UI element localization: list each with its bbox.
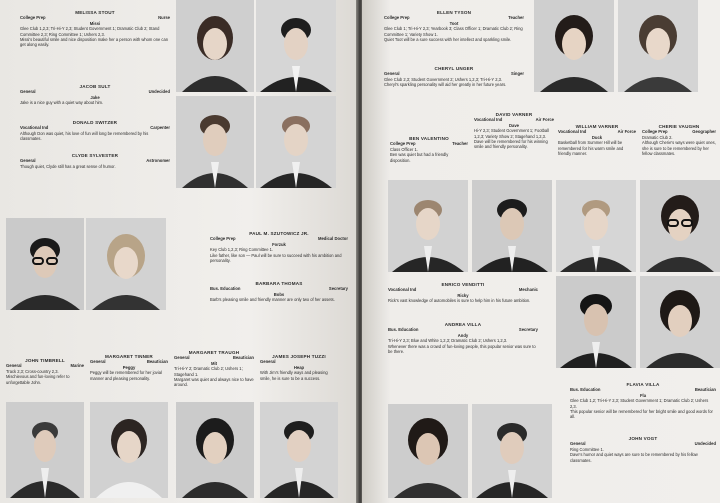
- nickname: Ricky: [457, 292, 469, 298]
- senior-entry: [210, 281, 348, 303]
- student-photo: [388, 404, 468, 498]
- student-name: JOHN VOGT: [628, 436, 658, 441]
- comment: Margaret was quiet and always nice to have around.: [174, 377, 254, 388]
- comment: Basketball from Summer Hill will be remembered for his warm smile and friendly manner.: [558, 140, 624, 157]
- activities: Ring Committee 1.: [570, 446, 604, 452]
- student-photo: [176, 402, 254, 498]
- student-photo: [6, 218, 84, 310]
- student-photo: [90, 402, 168, 498]
- student-name: BARBARA THOMAS: [255, 281, 303, 286]
- nickname: Fla: [639, 392, 647, 398]
- student-name: WILLIAM VARNER: [575, 124, 619, 129]
- course: Vocational Ind: [558, 129, 587, 135]
- right-page: [362, 0, 720, 503]
- student-photo: [176, 0, 254, 92]
- ambition: Beautician: [232, 355, 254, 361]
- nickname: Forzuk: [272, 241, 286, 247]
- comment: Peggy will be remembered for her jovial manner and pleasing personality.: [90, 370, 162, 381]
- nickname: Heap: [293, 364, 305, 370]
- student-photo: [86, 218, 166, 310]
- senior-entry: [20, 10, 170, 48]
- comment: Missi's beautiful smile and nice disposition make her a person with whom one can get along easily.: [20, 37, 169, 48]
- student-photo: [472, 404, 552, 498]
- course: College Prep: [210, 236, 236, 242]
- senior-entry: [210, 231, 348, 263]
- course: General: [20, 158, 36, 164]
- ambition: Air Force: [617, 129, 636, 135]
- student-name: MARGARET TINNER: [105, 354, 153, 359]
- student-name: BEN VALENTINO: [409, 136, 449, 141]
- left-page: [0, 0, 358, 503]
- course: Bus. Education: [210, 286, 241, 292]
- course: College Prep: [642, 129, 668, 135]
- senior-entry: [384, 66, 524, 88]
- student-name: CHERYL UNGER: [434, 66, 474, 71]
- senior-entry: [390, 136, 468, 163]
- activities: Glee Club 1,2; Tri-Hi-Y 2,3; Student Government 1; Dramatic Club 2; Ushers 2,3.: [570, 398, 709, 409]
- course: Vocational Ind: [388, 287, 417, 293]
- nickname: Peggy: [122, 364, 136, 370]
- senior-entry: [570, 436, 716, 463]
- student-photo: [556, 276, 636, 368]
- ambition: Beautician: [146, 359, 168, 365]
- ambition: Singer: [510, 71, 524, 77]
- nickname: Andy: [457, 332, 469, 338]
- student-photo: [640, 276, 720, 368]
- comment: Rick's vast knowledge of automobiles is sure to help him in his future ambition.: [388, 298, 531, 304]
- activities: Hi-Y 2,3; Student Government 1; Football 1,2,3; Variety Show 2; Stagehand 1,2,3.: [474, 128, 550, 139]
- ambition: Undecided: [148, 89, 170, 95]
- nickname: Missi: [89, 20, 101, 26]
- ambition: Secretary: [518, 327, 538, 333]
- ambition: Nurse: [158, 15, 170, 21]
- student-photo: [472, 180, 552, 272]
- ambition: Astronomer: [146, 158, 170, 164]
- course: General: [174, 355, 190, 361]
- student-name: JACOB SULT: [79, 84, 111, 89]
- comment: This popular senior will be remembered for her bright smile and good words for all.: [570, 409, 713, 420]
- ambition: Teacher: [508, 15, 524, 21]
- activities: Class Officer 1.: [390, 146, 418, 152]
- student-name: ANDREA VILLA: [444, 322, 482, 327]
- ambition: Geographer: [692, 129, 716, 135]
- ambition: Air Force: [535, 117, 554, 123]
- activities: Glee Club 1,2,3; Tri-Hi-Y 2,3; Student Government 1; Dramatic Club 2; Stand Committee 2,3; Ring Committee 1; Ushers 2,3.: [20, 26, 160, 37]
- comment: Dave's humor and quiet ways are sure to be remembered by his fellow classmates.: [570, 452, 698, 463]
- activities: Dramatic Club 2.: [642, 134, 673, 140]
- activities: Tri-Hi-Y 2; Dramatic Club 2; Ushers 1; Stagehand 1.: [174, 366, 243, 377]
- senior-entry: [388, 282, 538, 304]
- comment: Dave will be remembered for his winning smile and friendly personality.: [474, 139, 548, 150]
- senior-entry: [20, 120, 170, 142]
- course: General: [90, 359, 106, 365]
- comment: Although Don was quiet, his love of fun will long be remembered by his classmates.: [20, 130, 149, 142]
- senior-entry: [260, 354, 338, 381]
- course: Vocational Ind: [474, 117, 503, 123]
- course: General: [20, 89, 36, 95]
- student-photo: [388, 180, 468, 272]
- activities: Track 2,3; Cross-country 2,3.: [6, 368, 59, 374]
- student-photo: [260, 402, 338, 498]
- ambition: Beautician: [694, 387, 716, 393]
- course: College Prep: [20, 15, 46, 21]
- course: General: [384, 71, 400, 77]
- ambition: Secretary: [328, 286, 348, 292]
- course: College Prep: [390, 141, 416, 147]
- comment: Barb's pleasing smile and friendly manner are only two of her assets.: [210, 297, 335, 303]
- ambition: Medical Doctor: [317, 236, 348, 242]
- senior-entry: [474, 112, 554, 150]
- senior-entry: [388, 322, 538, 354]
- comment: Although Cherie's ways were quiet ones, she is sure to be remembered by her fellow classmates.: [642, 140, 716, 157]
- student-name: CHERIE VAUGHN: [658, 124, 700, 129]
- student-name: MARGARET TRAUGH: [188, 350, 240, 355]
- course: Vocational Ind: [20, 125, 49, 131]
- senior-entry: [6, 358, 84, 385]
- course: Bus. Education: [388, 327, 419, 333]
- student-photo: [556, 180, 636, 272]
- student-name: CLYDE SYLVESTER: [71, 153, 119, 158]
- senior-entry: [20, 153, 170, 169]
- comment: Mischievous and fun-loving refer to unforgettable John.: [6, 374, 70, 385]
- ambition: Undecided: [694, 441, 716, 447]
- student-photo: [6, 402, 84, 498]
- student-name: JAMES JOSEPH TUZZI: [272, 354, 326, 359]
- activities: Tri-Hi-Y 2,3; Blue and White 1,2,3; Dramatic Club 2; Ushers 1,2,3.: [388, 338, 508, 344]
- student-photo: [534, 0, 614, 92]
- nickname: Mit: [210, 360, 218, 366]
- comment: Like father, like son — Paul will be sure to succeed with his ambition and personality.: [210, 252, 342, 264]
- course: General: [570, 441, 586, 447]
- senior-entry: [174, 350, 254, 388]
- student-name: FLAVIA VILLA: [626, 382, 660, 387]
- course: Bus. Education: [570, 387, 601, 393]
- senior-entry: [642, 124, 716, 156]
- course: General: [6, 363, 22, 369]
- ambition: Teacher: [452, 141, 468, 147]
- student-photo: [256, 0, 336, 92]
- comment: Whenever there was a crowd of fun-loving people, this popular senior was sure to be there.: [388, 343, 536, 355]
- senior-entry: [20, 84, 170, 106]
- comment: Jake is a nice guy with a quiet way about him.: [20, 100, 104, 106]
- comment: Quiet Toot will be a sure success with her intellect and sparkling smile.: [384, 37, 512, 43]
- activities: Glee Club 1; Tri-Hi-Y 2,3; Yearbook 3; Class Officer 1; Dramatic Club 2; Ring Committee 1; Variety Show 1.: [384, 26, 523, 37]
- nickname: Dave: [508, 122, 519, 128]
- student-name: ELLEN TYSON: [436, 10, 472, 15]
- student-photo: [640, 180, 720, 272]
- student-name: JOHN TIMBRELL: [25, 358, 65, 363]
- nickname: Jake: [90, 94, 100, 100]
- course: General: [260, 359, 276, 365]
- comment: Ben was quiet but had a friendly disposition.: [390, 152, 449, 163]
- student-name: DAVID VARNER: [495, 112, 533, 117]
- comment: With Jim's friendly ways and pleasing smile, he is sure to be a success.: [260, 370, 328, 381]
- ambition: Mechanic: [518, 287, 538, 293]
- activities: Glee Club 2,3; Student Government 2; Ushers 1,2,3; Tri-Hi-Y 2,3.: [384, 76, 503, 82]
- comment: Though quiet, Clyde still has a great sense of humor.: [20, 163, 116, 169]
- student-name: ENRICO VENDITTI: [441, 282, 485, 287]
- student-photo: [618, 0, 698, 92]
- student-name: DONALD SWITZER: [72, 120, 118, 125]
- activities: Key Club 1,2,3; Ring Committee 1.: [210, 247, 274, 253]
- senior-entry: [558, 124, 636, 156]
- senior-entry: [570, 382, 716, 420]
- student-photo: [256, 96, 336, 188]
- comment: Cheryl's sparkling personality will aid her greatly in her future years.: [384, 82, 507, 88]
- student-name: MELISSA STOUT: [75, 10, 115, 15]
- nickname: Toot: [449, 20, 459, 26]
- nickname: Bobs: [273, 291, 285, 297]
- student-name: PAUL M. SZUTOWICZ JR.: [249, 231, 309, 236]
- course: College Prep: [384, 15, 410, 21]
- senior-entry: [384, 10, 524, 42]
- senior-entry: [90, 354, 168, 381]
- ambition: Carpenter: [150, 125, 170, 131]
- ambition: Marine: [70, 363, 84, 369]
- nickname: Duck: [591, 134, 603, 140]
- student-photo: [176, 96, 254, 188]
